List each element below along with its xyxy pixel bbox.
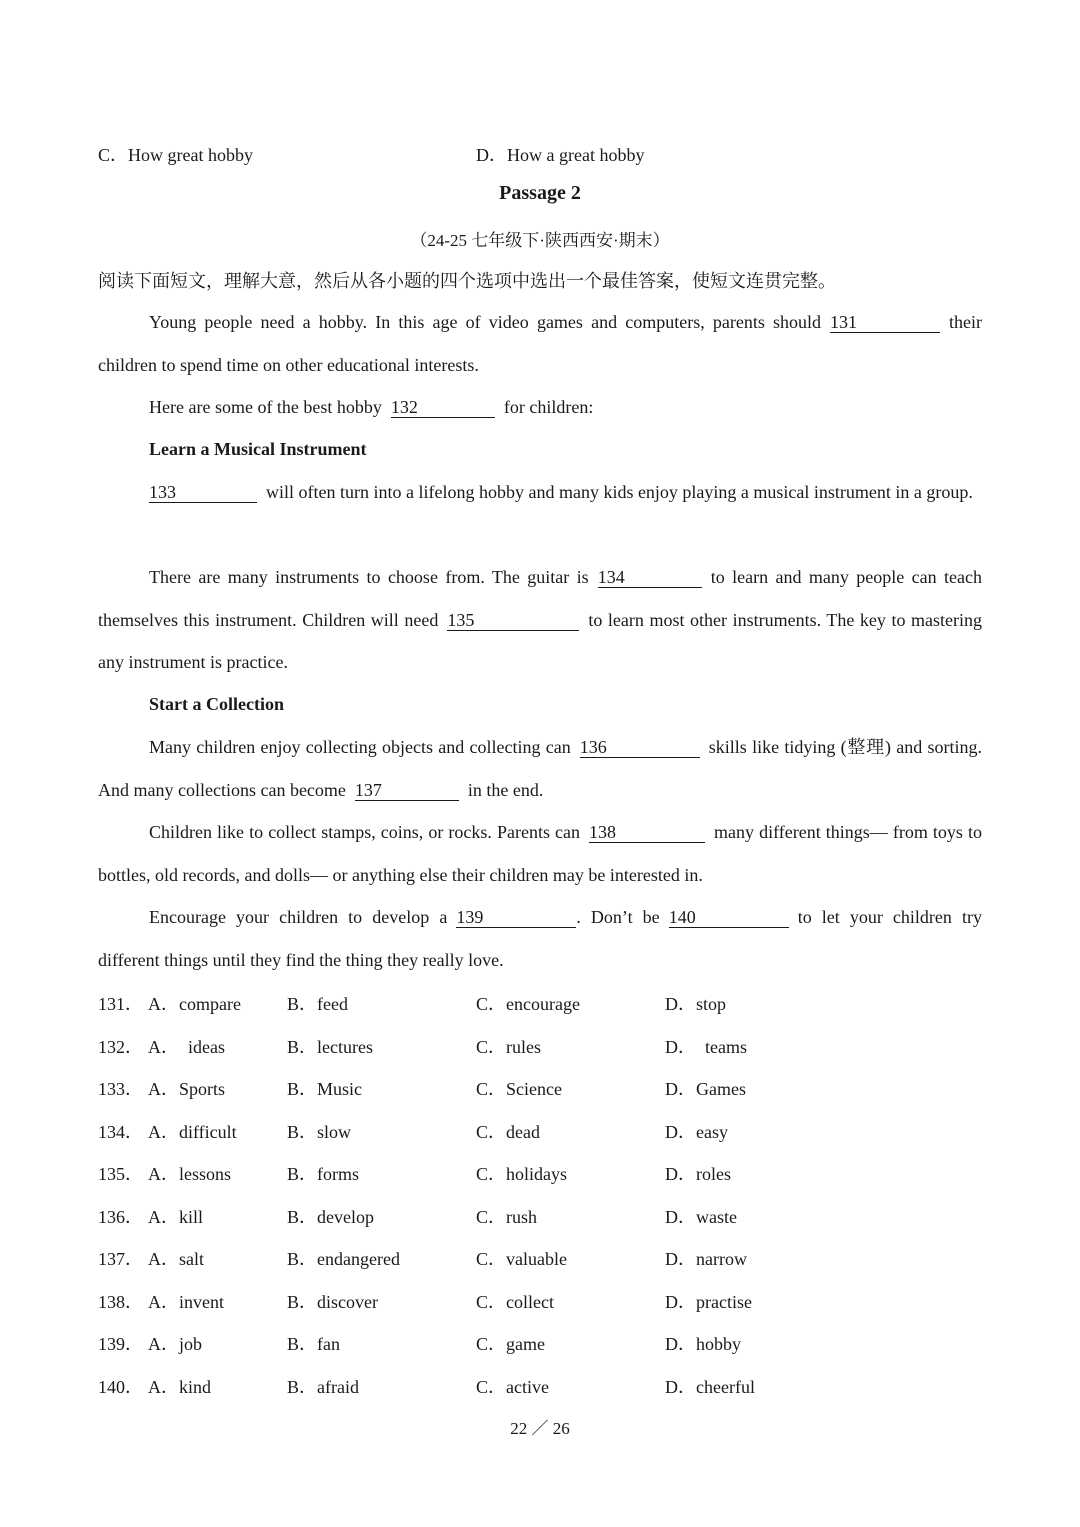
paragraph-text: Encourage your children to develop a [149,907,448,927]
option-b[interactable]: B．Music [287,1079,363,1099]
paragraph-text: in the end. [467,779,544,800]
blank-132: 132 [391,397,495,418]
option-b[interactable]: B．feed [287,994,348,1014]
option-b[interactable]: B．fan [287,1334,340,1354]
question-number: 140． [98,1376,143,1397]
blank-135: 135 [447,610,579,631]
question-number: 133． [98,1079,143,1099]
option-c[interactable]: C．active [476,1376,549,1397]
passage-source: （24-25 七年级下·陕西西安·期末） [410,231,670,250]
option-a[interactable]: A．compare [148,994,241,1014]
option-d[interactable]: D．stop [665,994,727,1014]
option-a[interactable]: A．kill [148,1206,204,1227]
blank-131: 131 [830,312,940,333]
paragraph-1 [98,301,982,386]
option-c[interactable]: C．dead [476,1121,540,1142]
paragraph-text: There are many instruments to choose from. The guitar is [149,567,589,587]
instructions: 阅读下面短文，理解大意，然后从各小题的四个选项中选出一个最佳答案，使短文连贯完整。 [98,271,836,291]
option-b[interactable]: B．afraid [287,1376,359,1397]
option-d[interactable]: D．narrow [665,1249,747,1269]
paragraph-text: will often turn into a lifelong hobby and many kids enjoy playing a musical instrument in a group. [266,482,973,502]
option-c[interactable]: C．Science [476,1079,562,1099]
option-b[interactable]: B．forms [287,1164,359,1184]
blank-137: 137 [355,780,459,801]
paragraph-text: to let your children try different things until they find the thing they really love. [98,907,982,970]
question-number: 131． [98,994,143,1014]
option-d-previous: D．How a great hobby [476,145,645,165]
question-number: 135． [98,1164,143,1184]
paragraph-text: many different things— from toys to bottles, old records, and dolls— or anything else their children may be interested in. [98,822,982,885]
option-d[interactable]: D．practise [665,1291,752,1312]
option-a[interactable]: A．salt [148,1249,204,1269]
paragraph-text: Children like to collect stamps, coins, or rocks. Parents can [149,822,581,842]
option-a[interactable]: A． ideas [148,1036,225,1057]
option-a[interactable]: A．difficult [148,1121,237,1142]
option-b[interactable]: B．slow [287,1121,352,1142]
paragraph-text: Many children enjoy collecting objects and collecting can [149,737,571,757]
question-number: 132． [98,1036,143,1057]
option-b[interactable]: B．lectures [287,1036,373,1057]
option-b[interactable]: B．develop [287,1206,374,1227]
option-a[interactable]: A．kind [148,1376,211,1397]
blank-134: 134 [598,567,702,588]
paragraph-text: to learn most other instruments. The key to mastering any instrument is practice. [98,609,983,672]
page-number: 22 ／ 26 [510,1419,570,1438]
option-a[interactable]: A．lessons [148,1164,232,1184]
blank-136: 136 [580,737,700,758]
paragraph-text: Young people need a hobby. In this age of video games and computers, parents should [149,312,821,332]
option-a[interactable]: A．Sports [148,1079,226,1099]
option-d[interactable]: D．roles [665,1164,731,1184]
option-c[interactable]: C．rush [476,1206,538,1227]
blank-139: 139 [456,907,576,928]
question-number: 139． [98,1334,143,1354]
option-d[interactable]: D．cheerful [665,1376,755,1397]
option-a[interactable]: A．job [148,1334,202,1354]
question-number: 137． [98,1249,143,1269]
heading-music: Learn a Musical Instrument [149,439,367,459]
paragraph-7 [98,896,982,981]
blank-138: 138 [589,822,705,843]
question-number: 136． [98,1206,143,1227]
question-number: 134． [98,1121,143,1142]
heading-collection: Start a Collection [149,694,284,714]
option-d[interactable]: D．hobby [665,1334,741,1354]
paragraph-text: skills like tidying (整理) and sorting. And many collections can become [98,737,982,800]
option-d[interactable]: D．easy [665,1121,728,1142]
passage-title: Passage 2 [499,182,581,204]
blank-140: 140 [669,907,789,928]
paragraph-text: their children to spend time on other educational interests. [98,312,982,375]
paragraph-text: Here are some of the best hobby [149,397,382,417]
blank-133: 133 [149,482,257,503]
option-d[interactable]: D． teams [665,1036,747,1057]
option-b[interactable]: B．endangered [287,1249,400,1269]
option-b[interactable]: B．discover [287,1291,378,1312]
paragraph-text: . Don’t be [576,907,660,927]
paragraph-2 [98,386,982,429]
option-c[interactable]: C．collect [476,1291,554,1312]
option-c-previous: C．How great hobby [98,145,253,165]
paragraph-text: to learn and many people can teach themselves this instrument. Children will need [98,567,982,630]
option-a[interactable]: A．invent [148,1291,224,1312]
question-number: 138． [98,1291,143,1312]
option-c[interactable]: C．game [476,1334,545,1354]
option-c[interactable]: C．valuable [476,1249,567,1269]
option-c[interactable]: C．encourage [476,994,580,1014]
paragraph-6 [98,811,982,896]
paragraph-3 [98,471,982,514]
paragraph-4 [98,556,982,684]
option-d[interactable]: D．Games [665,1079,746,1099]
option-c[interactable]: C．holidays [476,1164,568,1184]
option-c[interactable]: C．rules [476,1036,541,1057]
paragraph-5 [98,726,982,811]
paragraph-text: for children: [503,397,594,417]
option-d[interactable]: D．waste [665,1206,737,1227]
